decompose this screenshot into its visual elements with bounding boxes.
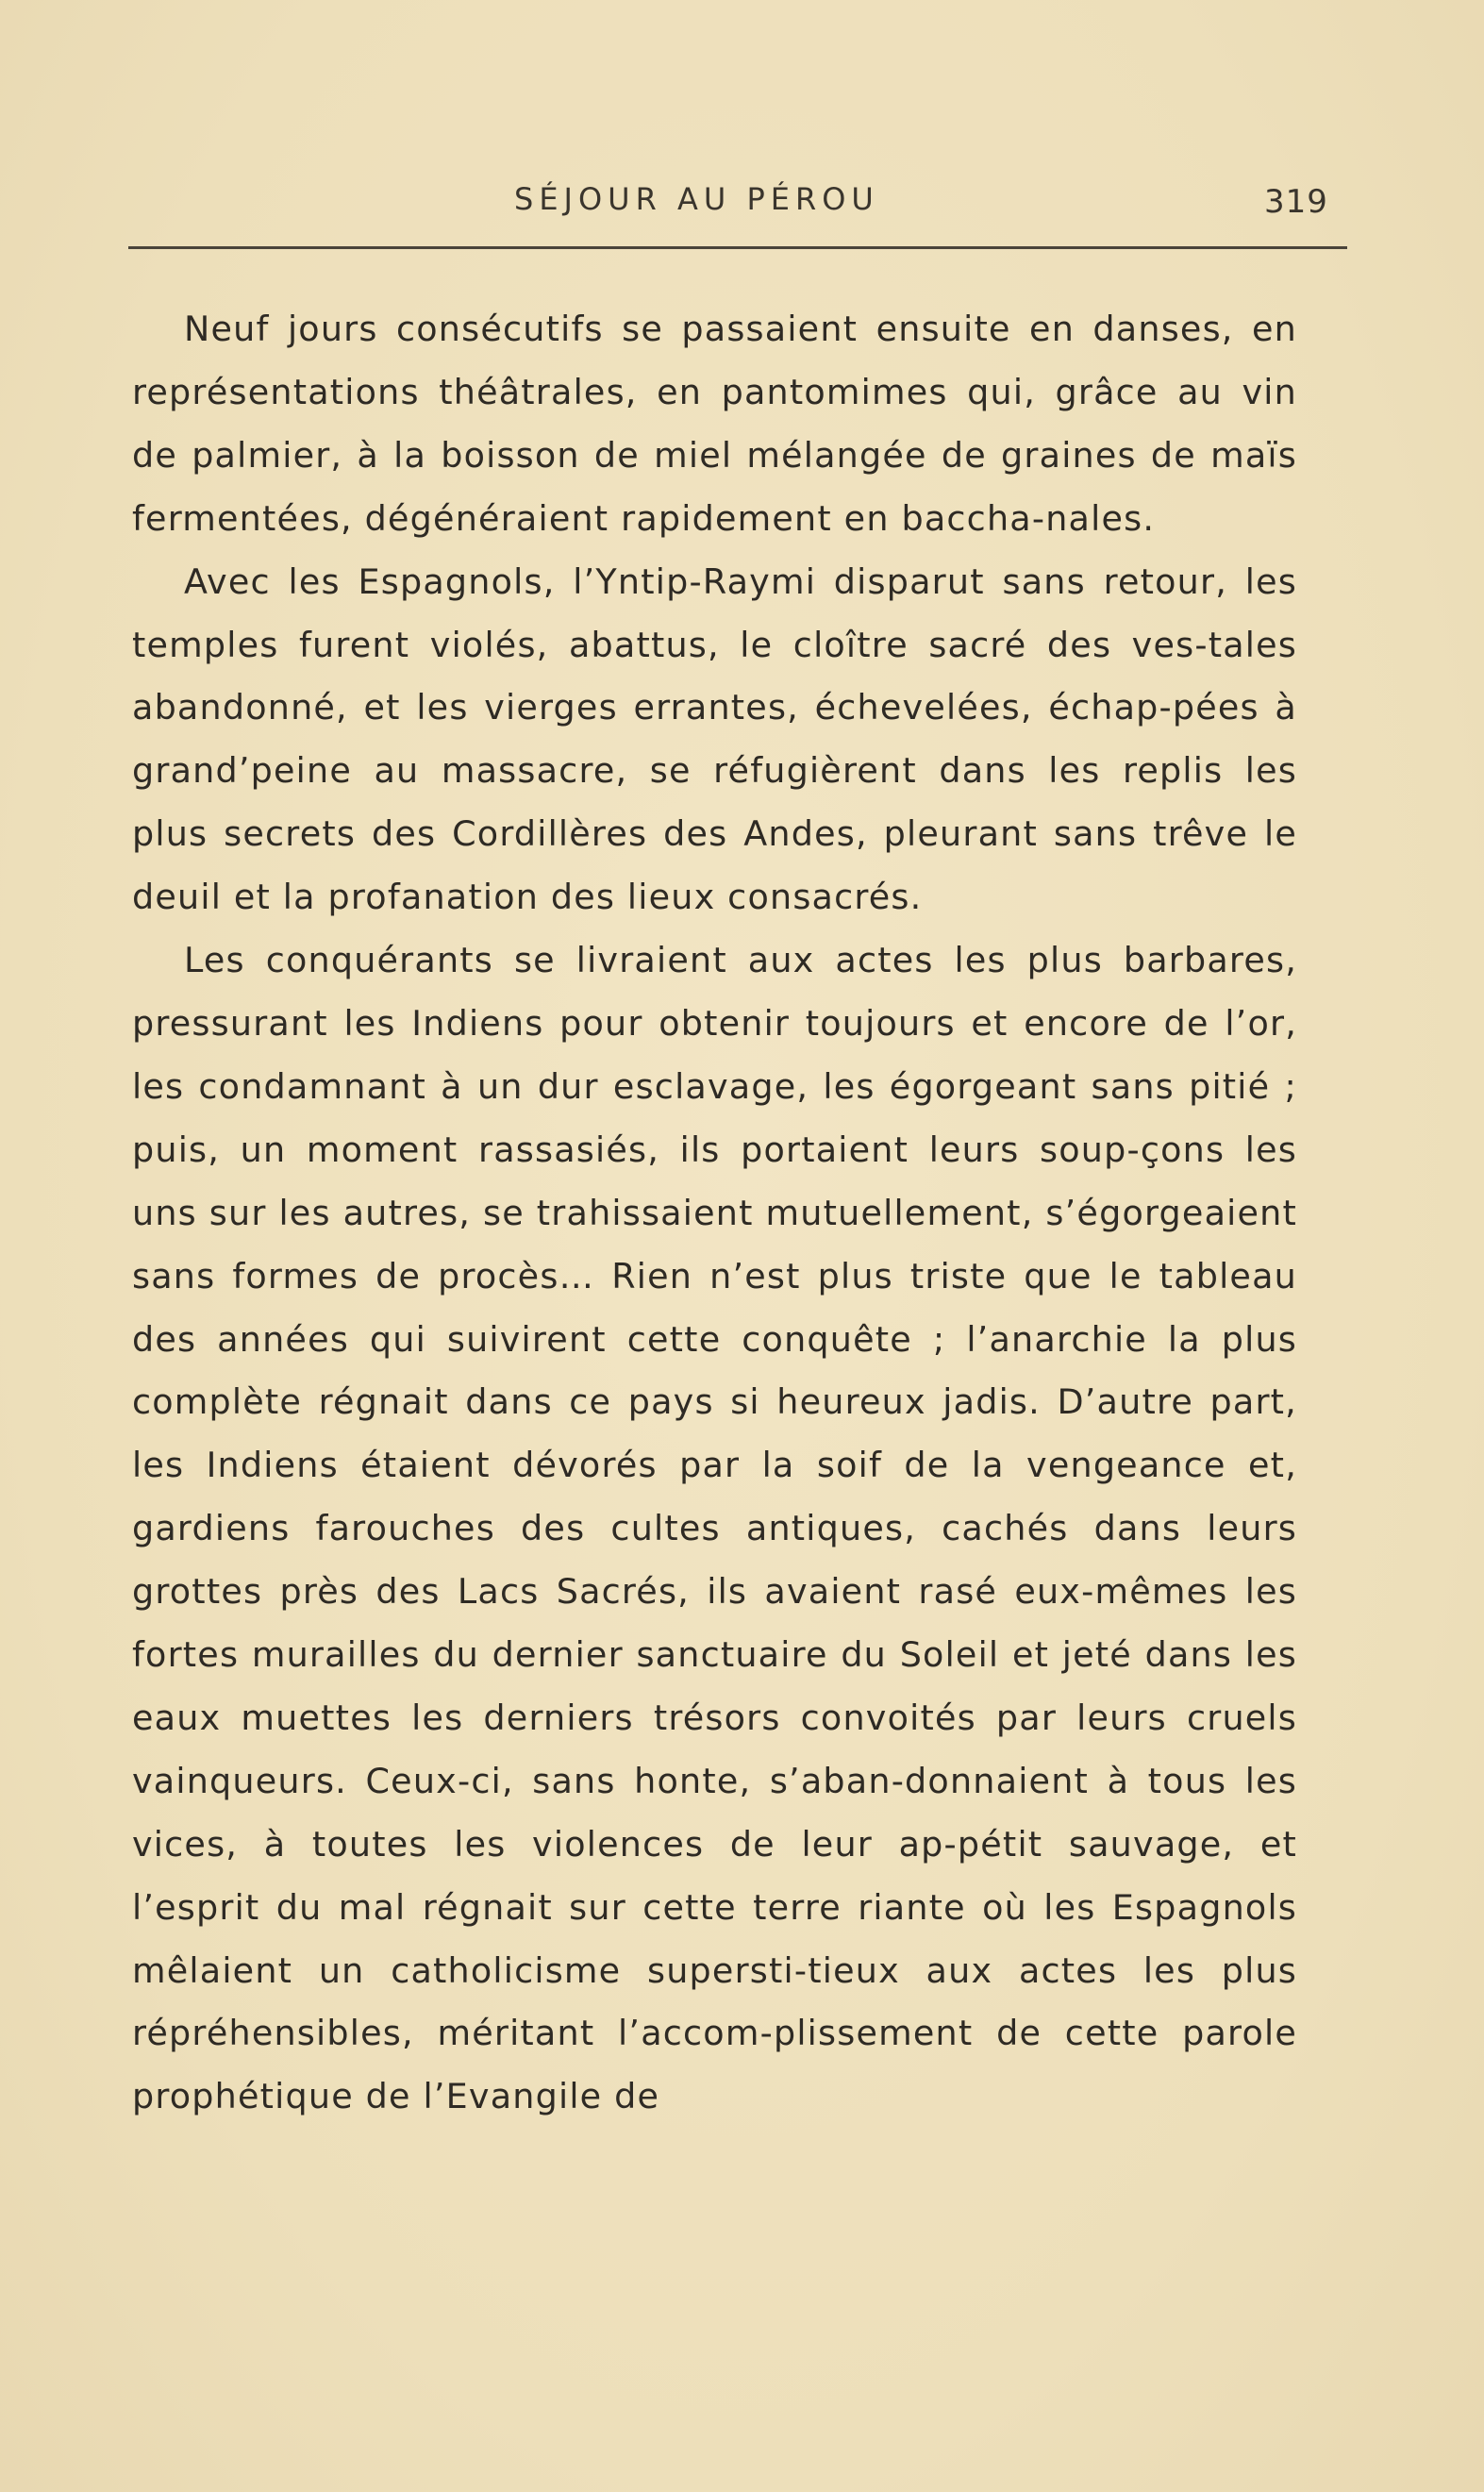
header-rule — [128, 246, 1347, 249]
paragraph-dances: Neuf jours consécutifs se passaient ensuite en danses, en représentations théâtrales, en pantomimes qui, grâce au vin de palmier, à la boisson de miel mélangée de graines de maïs fermentées, dégénéraient rapidement en baccha-nales. — [132, 309, 1297, 539]
running-title: SÉJOUR AU PÉROU — [514, 181, 879, 217]
running-head — [0, 181, 1484, 228]
body-text — [132, 298, 1297, 2129]
paragraph-conquerors: Les conquérants se livraient aux actes les plus barbares, pressurant les Indiens pour obtenir toujours et encore de l’or, les condamnant à un dur esclavage, les égorgeant sans pitié ; puis, un moment rassasiés, ils portaient leurs soup-çons les uns sur les autres, se trahissaient mutuellement, s’égorgeaient sans formes de procès… Rien n’est plus triste que le tableau des années qui suivirent cette conquête ; l’anarchie la plus complète régnait dans ce pays si heureux jadis. D’autre part, les Indiens étaient dévorés par la soif de la vengeance et, gardiens farouches des cultes antiques, cachés dans leurs grottes près des Lacs Sacrés, ils avaient rasé eux-mêmes les fortes murailles du dernier sanctuaire du Soleil et jeté dans les eaux muettes les derniers trésors convoités par leurs cruels vainqueurs. Ceux-ci, sans honte, s’aban-donnaient à tous les vices, à toutes les violences de leur ap-pétit sauvage, et l’esprit du mal régnait sur cette terre riante où les Espagnols mêlaient un catholicisme supersti-tieux aux actes les plus répréhensibles, méritant l’accom-plissement de cette parole prophétique de l’Evangile de — [132, 940, 1297, 2117]
page-number: 319 — [1264, 183, 1328, 221]
paragraph-spaniards: Avec les Espagnols, l’Yntip-Raymi disparut sans retour, les temples furent violés, abattus, le cloître sacré des ves-tales abandonné, et les vierges errantes, échevelées, échap-pées à grand’peine au massacre, se réfugièrent dans les replis les plus secrets des Cordillères des Andes, pleurant sans trêve le deuil et la profanation des lieux consacrés. — [132, 560, 1297, 918]
